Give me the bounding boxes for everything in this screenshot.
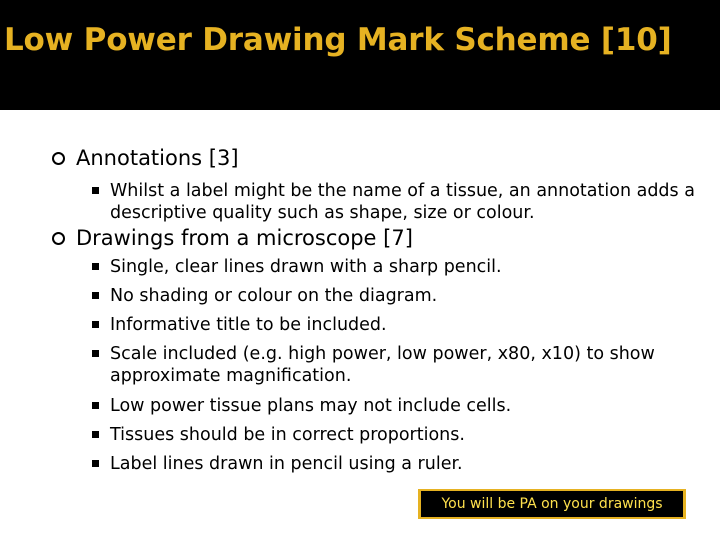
slide-content: Annotations [3] Whilst a label might be the name of a tissue, an annotation adds a descriptive quality such as shape, size or colour. Drawings from a microscope [7] Single, clear lines drawn with a sharp pencil. No shading or colour on the diagram. Informative title to be included. Scale included (e.g. high power, low power, x80, x10) to show approximate magnification. Low power tissue plans may not include cells. Tissues should be in correct proportions. Label lines drawn in pencil using a ruler. You will be PA on your drawings — [0, 0, 720, 540]
ring-bullet-icon — [52, 232, 65, 245]
note-text: You will be PA on your drawings — [421, 491, 683, 517]
square-bullet-icon — [92, 402, 99, 409]
square-bullet-icon — [92, 263, 99, 270]
square-bullet-icon — [92, 350, 99, 357]
square-bullet-icon — [92, 187, 99, 194]
ring-bullet-icon — [52, 152, 65, 165]
note-badge — [418, 489, 686, 519]
square-bullet-icon — [92, 321, 99, 328]
square-bullet-icon — [92, 292, 99, 299]
square-bullet-icon — [92, 460, 99, 467]
slide-title: Low Power Drawing Mark Scheme [10] — [4, 22, 672, 58]
square-bullet-icon — [92, 431, 99, 438]
